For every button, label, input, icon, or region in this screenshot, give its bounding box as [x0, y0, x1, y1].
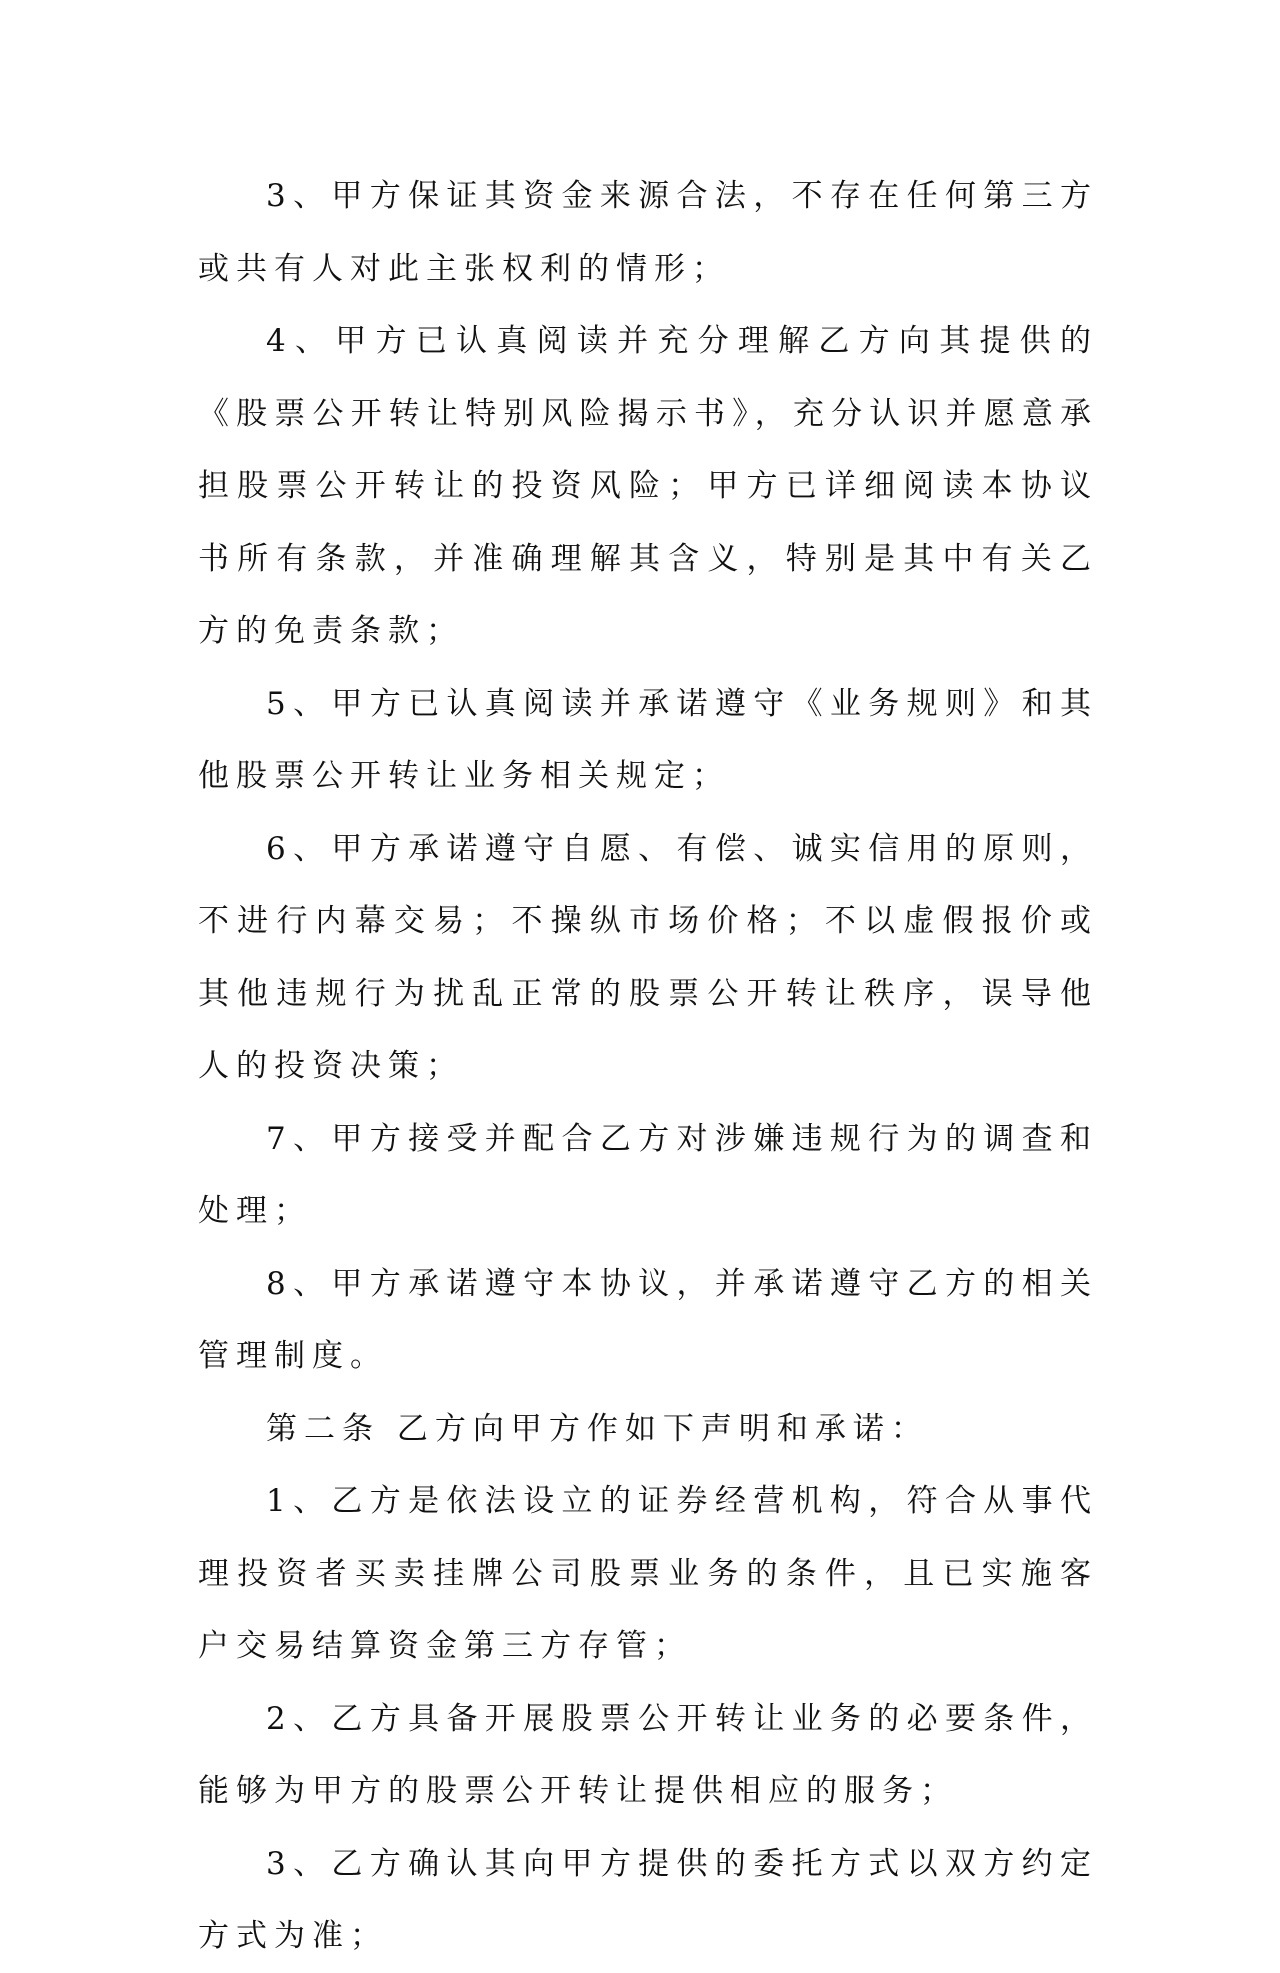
paragraph-party-a-risk-disclosure: 4、甲方已认真阅读并充分理解乙方向其提供的《股票公开转让特别风险揭示书》，充分认识并愿意承担股票公开转让的投资风险；甲方已详细阅读本协议书所有条款，并准确理解其含义，特别是其中有关乙方的免责条款；	[198, 323, 1098, 649]
paragraph-party-a-investigation: 7、甲方接受并配合乙方对涉嫌违规行为的调查和处理；	[198, 1120, 1098, 1229]
paragraph-party-a-compliance: 8、甲方承诺遵守本协议，并承诺遵守乙方的相关管理制度。	[198, 1265, 1098, 1374]
paragraph-party-b-service-capacity: 2、乙方具备开展股票公开转让业务的必要条件，能够为甲方的股票公开转让提供相应的服务；	[198, 1700, 1098, 1809]
paragraph-party-b-order-method: 3、乙方确认其向甲方提供的委托方式以双方约定方式为准；	[198, 1845, 1098, 1954]
paragraph-party-a-good-faith: 6、甲方承诺遵守自愿、有偿、诚实信用的原则，不进行内幕交易；不操纵市场价格；不以虚假报价或其他违规行为扰乱正常的股票公开转让秩序，误导他人的投资决策；	[198, 830, 1098, 1084]
article-two-heading: 第二条 乙方向甲方作如下声明和承诺：	[266, 1410, 929, 1447]
paragraph-party-a-fund-source: 3、甲方保证其资金来源合法，不存在任何第三方或共有人对此主张权利的情形；	[198, 178, 1098, 287]
document-body	[198, 160, 1098, 1973]
paragraph-party-b-qualification: 1、乙方是依法设立的证券经营机构，符合从事代理投资者买卖挂牌公司股票业务的条件，且已实施客户交易结算资金第三方存管；	[198, 1483, 1098, 1664]
paragraph-party-a-business-rules: 5、甲方已认真阅读并承诺遵守《业务规则》和其他股票公开转让业务相关规定；	[198, 685, 1098, 794]
